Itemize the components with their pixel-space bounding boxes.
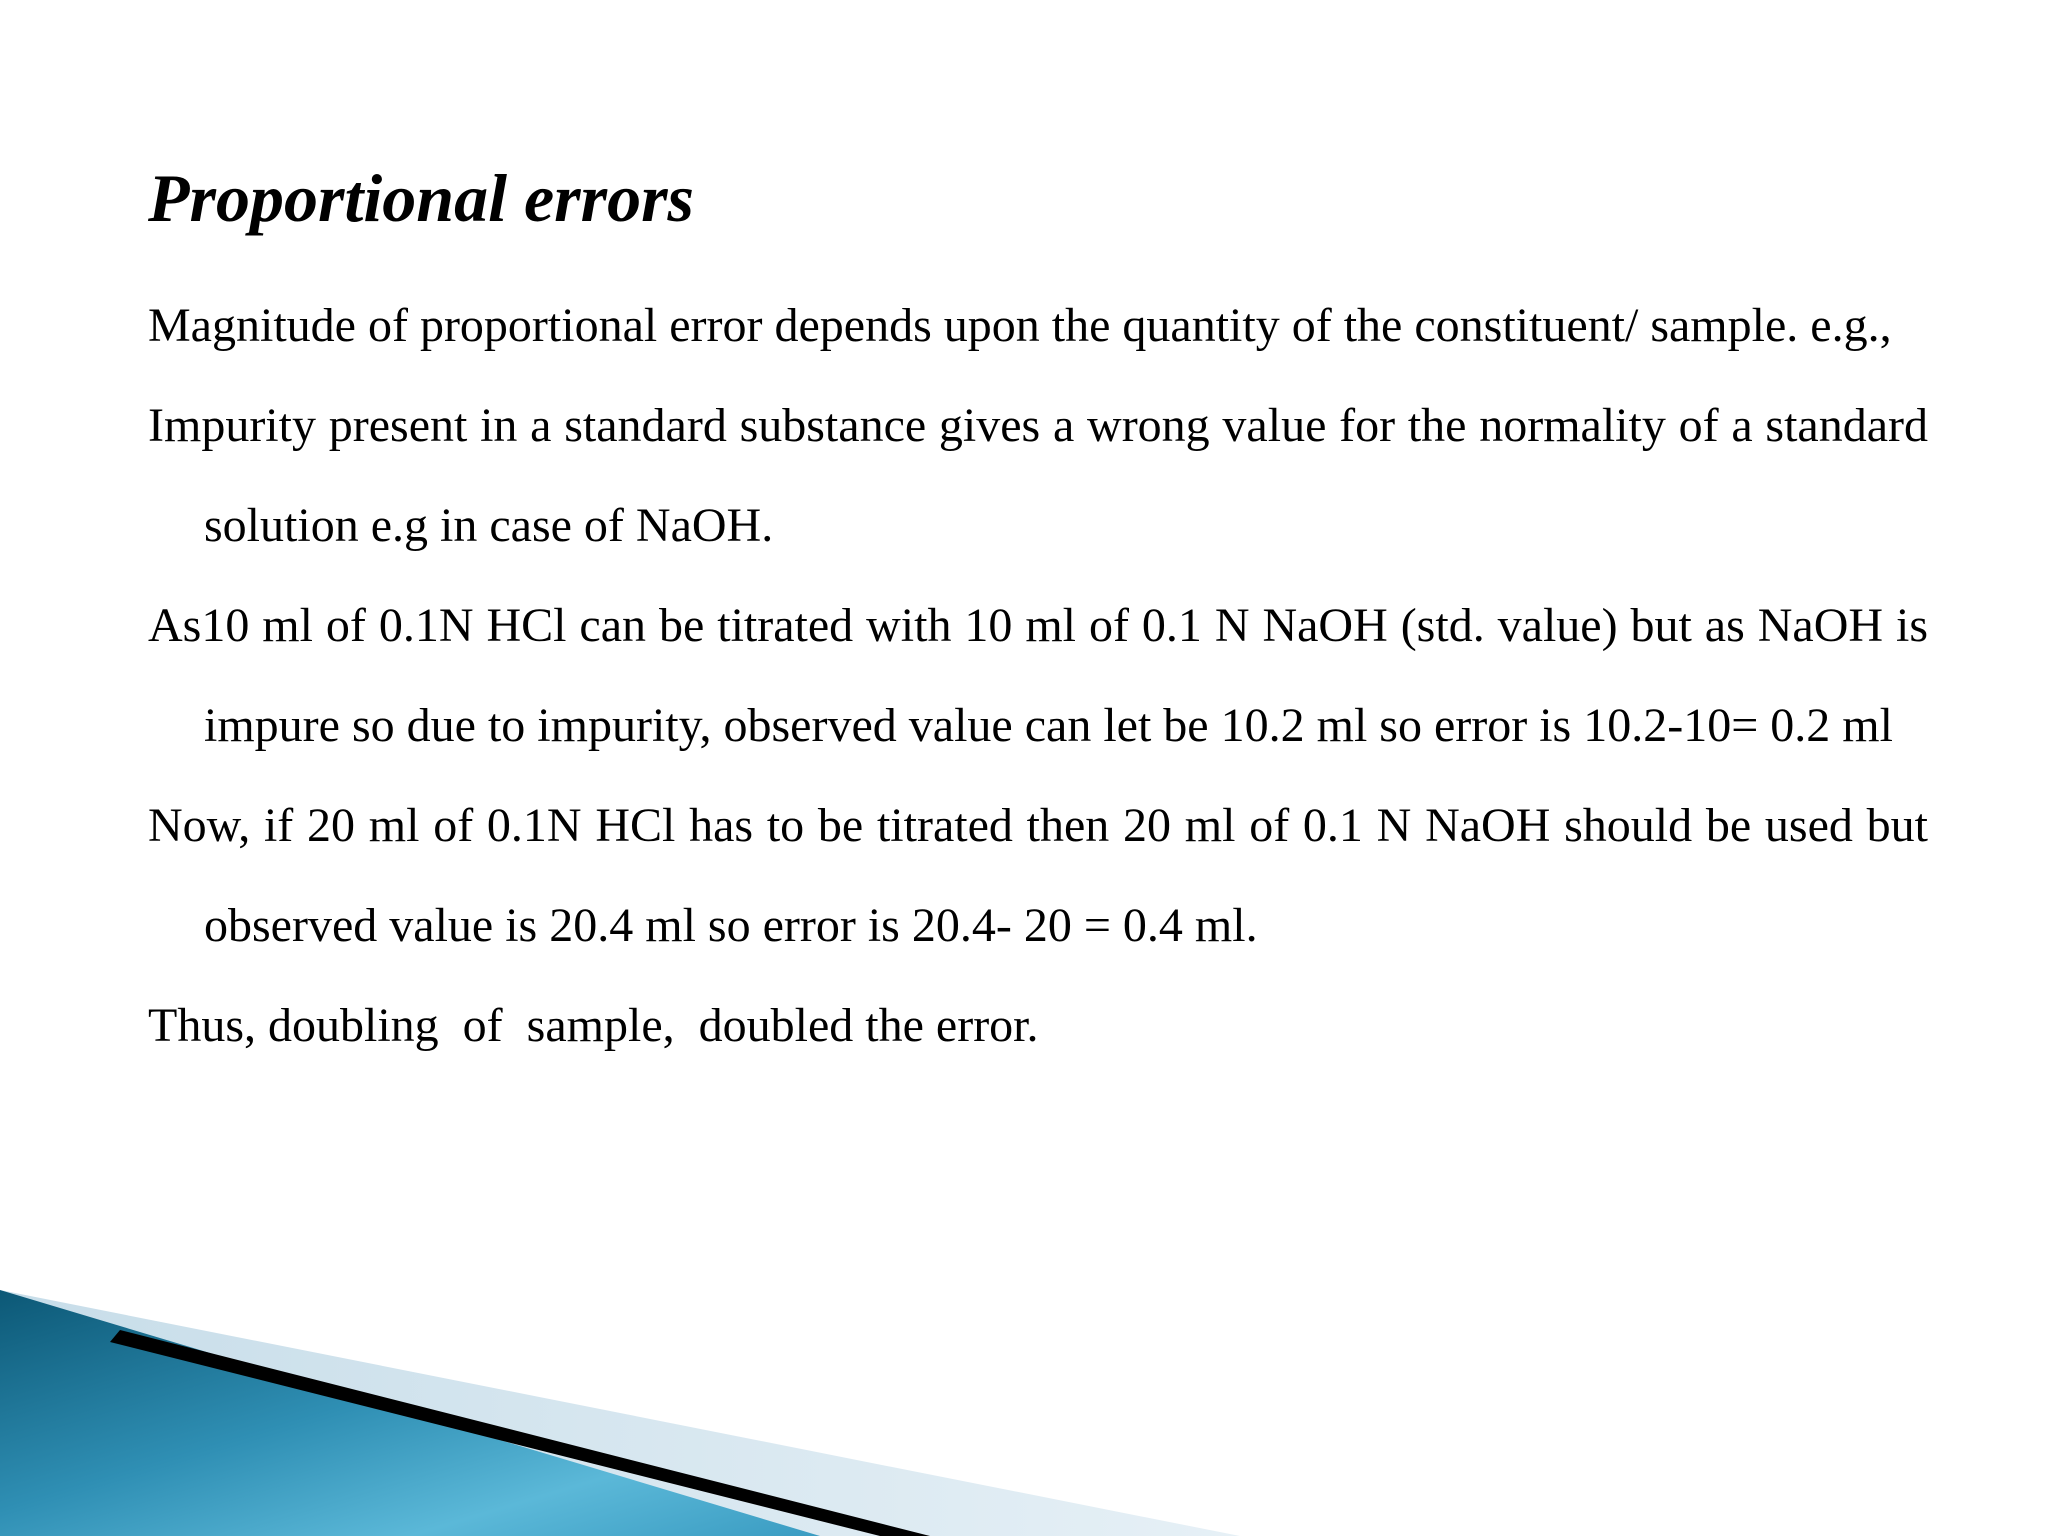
slide-title: Proportional errors (148, 160, 694, 236)
paragraph-example-10ml: As10 ml of 0.1N HCl can be titrated with 10 ml of 0.1 N NaOH (std. value) but as NaOH is impure so due to impurity, observed value can let be 10.2 ml so error is 10.2-10= 0.2 ml (148, 599, 1928, 752)
paragraph-definition: Magnitude of proportional error depends upon the quantity of the constituent/ sample. e.g., (148, 299, 1892, 352)
paragraph-example-20ml: Now, if 20 ml of 0.1N HCl has to be titrated then 20 ml of 0.1 N NaOH should be used but observed value is 20.4 ml so error is 20.4- 20 = 0.4 ml. (148, 799, 1928, 952)
paragraph-impurity: Impurity present in a standard substance gives a wrong value for the normality of a standard solution e.g in case of NaOH. (148, 399, 1928, 552)
slide-body (148, 276, 1928, 1076)
paragraph-conclusion: Thus, doubling of sample, doubled the error. (148, 999, 1039, 1052)
corner-decoration (0, 1290, 1240, 1536)
